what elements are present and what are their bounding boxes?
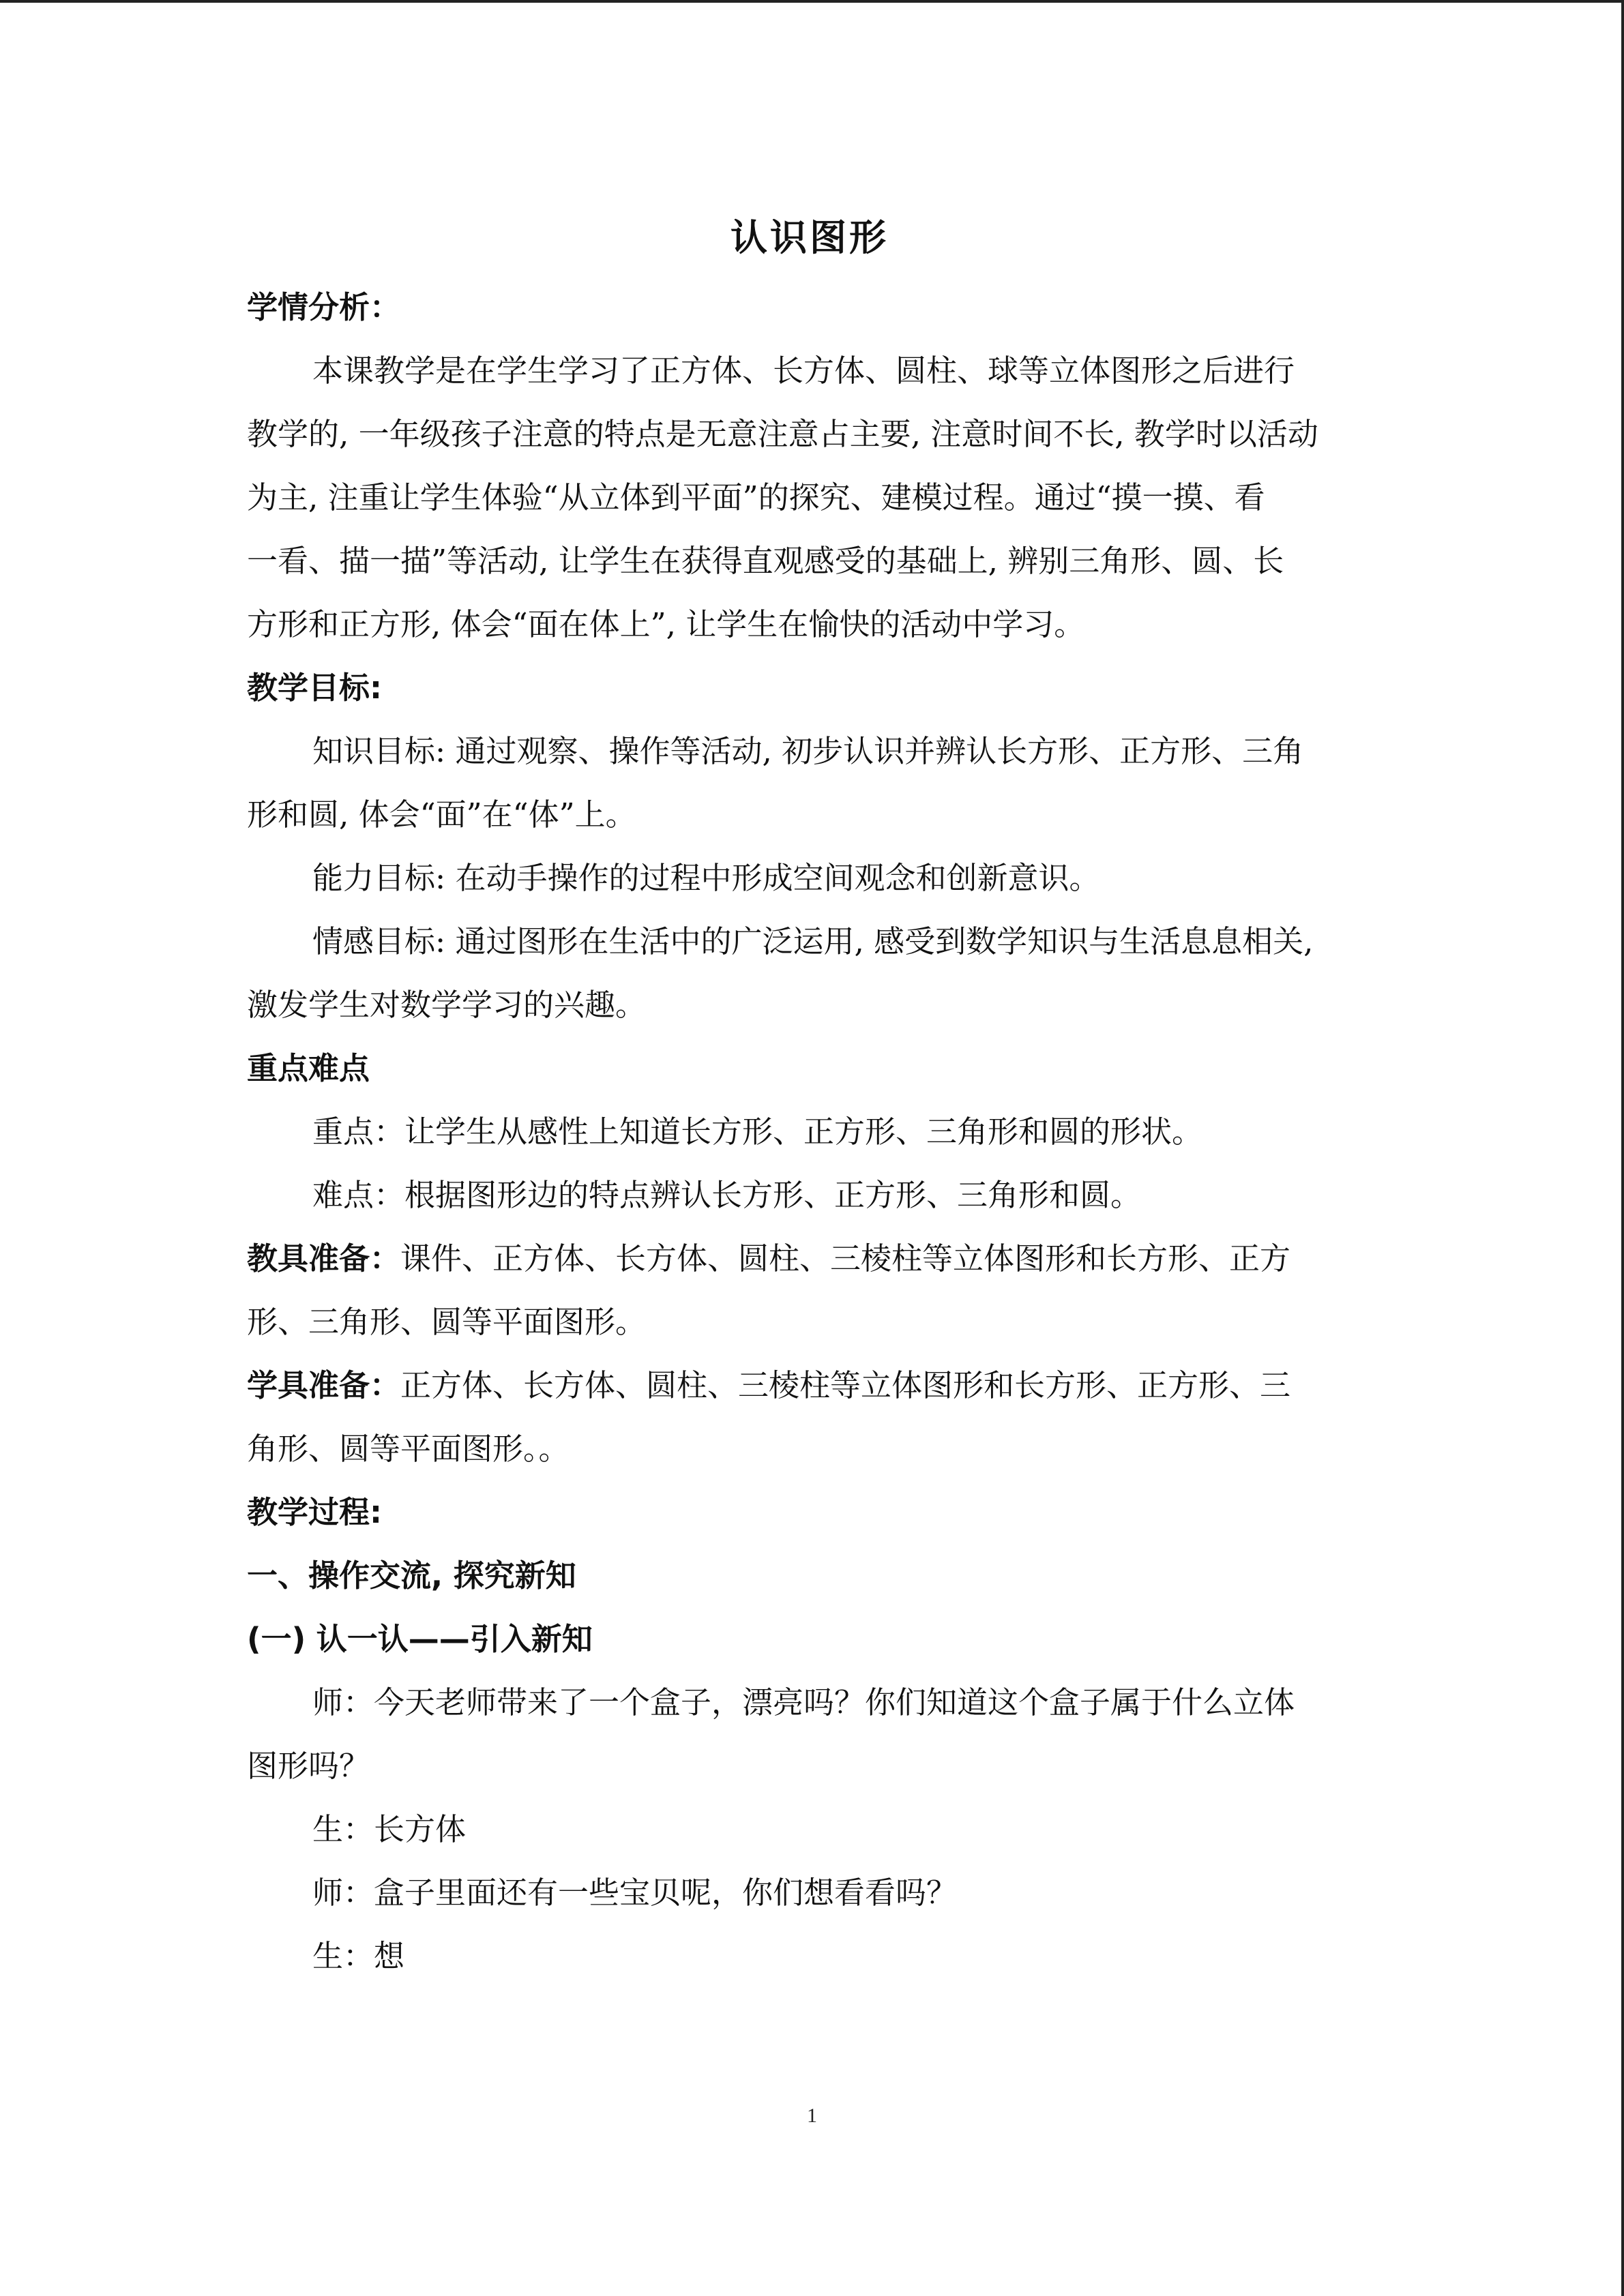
student-tools-text: 正方体、长方体、圆柱、三棱柱等立体图形和长方形、正方形、三: [400, 1367, 1291, 1403]
section-heading-goals: 教学目标:: [247, 670, 382, 706]
goal-knowledge-line: 形和圆, 体会“面”在“体”上。: [247, 796, 636, 833]
section-subheading-part1: (一) 认一认——引入新知: [247, 1621, 593, 1657]
teacher-tools-text: 课件、正方体、长方体、圆柱、三棱柱等立体图形和长方形、正方: [400, 1240, 1291, 1277]
paragraph-line: 方形和正方形, 体会“面在体上”, 让学生在愉快的活动中学习。: [247, 606, 1085, 642]
page-title: 认识图形: [730, 216, 889, 259]
paragraph-line: 本课教学是在学生学习了正方体、长方体、圆柱、球等立体图形之后进行: [312, 353, 1295, 389]
document-body: [247, 200, 1372, 1988]
student-tools-line: 角形、圆等平面图形。。: [247, 1431, 570, 1467]
teacher-tools-line: [247, 1227, 1372, 1290]
dialogue-line: 生：长方体: [312, 1811, 467, 1847]
dialogue-line: 图形吗？: [247, 1748, 370, 1784]
dialogue-line: 生：想: [312, 1938, 405, 1974]
section-heading-key-points: 重点难点: [247, 1050, 370, 1086]
goal-knowledge-line: 知识目标: 通过观察、操作等活动, 初步认识并辨认长方形、正方形、三角: [312, 733, 1304, 769]
teacher-tools-label: 教具准备：: [247, 1240, 401, 1277]
paragraph-line: 一看、描一描”等活动, 让学生在获得直观感受的基础上, 辨别三角形、圆、长: [247, 543, 1284, 579]
section-heading-analysis: 学情分析：: [247, 289, 401, 325]
student-tools-line: [247, 1354, 1372, 1417]
dialogue-line: 师：今天老师带来了一个盒子，漂亮吗？你们知道这个盒子属于什么立体: [312, 1684, 1295, 1720]
key-point-line: 重点：让学生从感性上知道长方形、正方形、三角形和圆的形状。: [312, 1114, 1203, 1150]
paragraph-line: 教学的, 一年级孩子注意的特点是无意注意占主要, 注意时间不长, 教学时以活动: [247, 416, 1318, 452]
goal-emotion-line: 情感目标: 通过图形在生活中的广泛运用, 感受到数学知识与生活息息相关,: [312, 923, 1314, 959]
section-heading-process: 教学过程:: [247, 1494, 382, 1530]
paragraph-line: 为主, 注重让学生体验“从立体到平面”的探究、建模过程。通过“摸一摸、看: [247, 479, 1265, 516]
goal-emotion-line: 激发学生对数学学习的兴趣。: [247, 987, 647, 1023]
page-number: 1: [807, 2104, 817, 2127]
student-tools-label: 学具准备：: [247, 1367, 401, 1403]
difficult-point-line: 难点：根据图形边的特点辨认长方形、正方形、三角形和圆。: [312, 1177, 1142, 1213]
section-heading-part1: 一、操作交流, 探究新知: [247, 1557, 576, 1594]
teacher-tools-line: 形、三角形、圆等平面图形。: [247, 1304, 647, 1340]
goal-ability-line: 能力目标: 在动手操作的过程中形成空间观念和创新意识。: [312, 860, 1100, 896]
dialogue-line: 师：盒子里面还有一些宝贝呢，你们想看看吗？: [312, 1875, 958, 1911]
